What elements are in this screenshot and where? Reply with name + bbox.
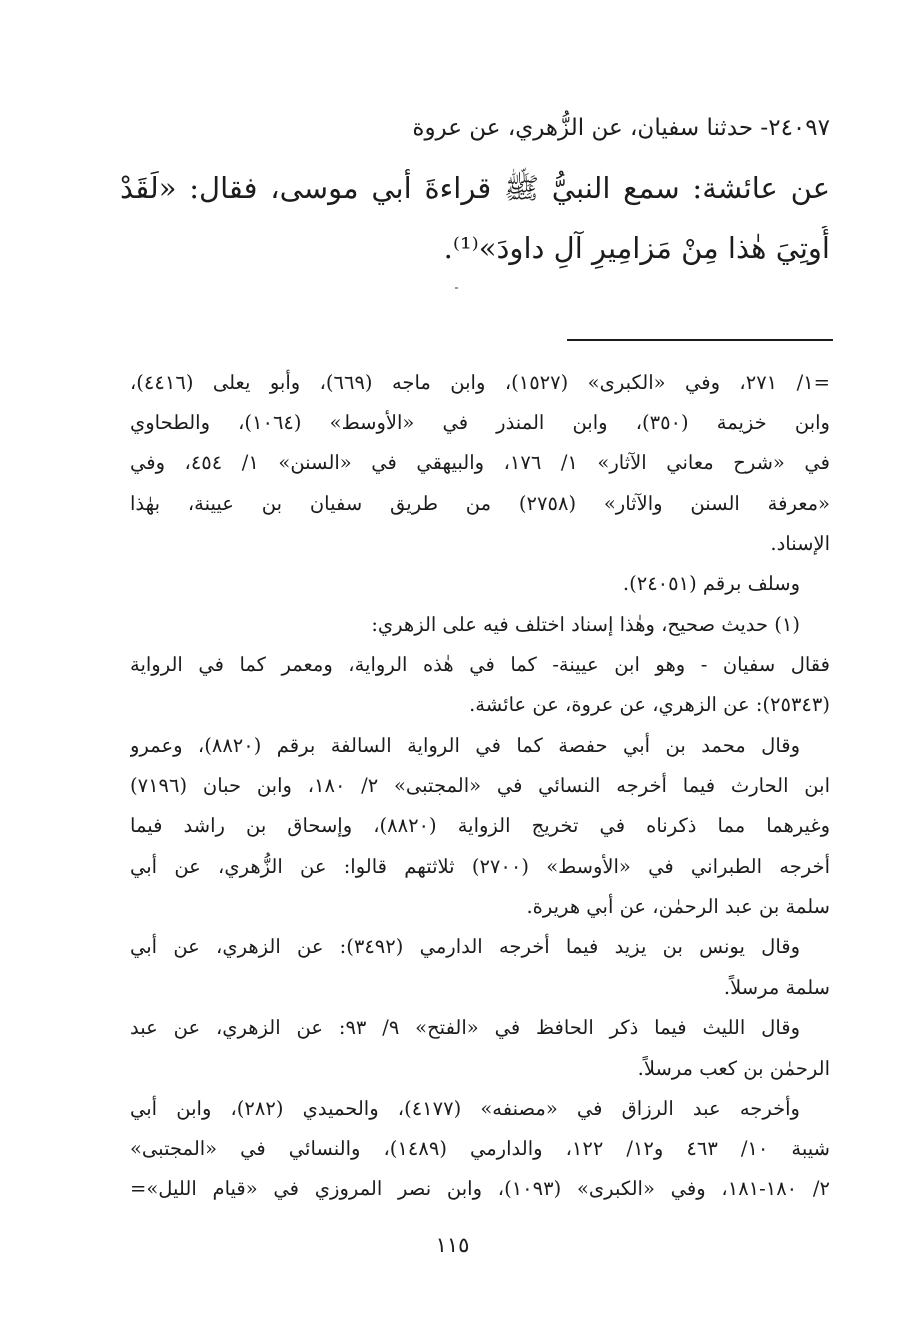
footnote-1-heading: (١) حديث صحيح، وهٰذا إسناد اختلف فيه على الزهري: <box>371 613 800 636</box>
hadith-body-line-2: أُوتِيَ هٰذا مِنْ مَزامِيرِ آلِ داودَ»⁽¹⁾. <box>443 231 830 265</box>
footnote-line: الرحمٰن بن كعب مرسلاً. <box>637 1057 830 1080</box>
footnote-line: الإسناد. <box>770 532 830 555</box>
footnote-line: وأخرجه عبد الرزاق في «مصنفه» (٤١٧٧)، والحميدي (٢٨٢)، وابن أبي <box>130 1097 800 1120</box>
footnote-line: وقال محمد بن أبي حفصة كما في الرواية السالفة برقم (٨٨٢٠)، وعمرو <box>130 734 800 757</box>
footnote-line: (٢٥٣٤٣): عن الزهري، عن عروة، عن عائشة. <box>469 693 830 716</box>
footnote-line: في «شرح معاني الآثار» ١/ ١٧٦، والبيهقي في «السنن» ١/ ٤٥٤، وفي <box>130 451 830 474</box>
footnote-salaf-line: وسلف برقم (٢٤٠٥١). <box>622 572 800 595</box>
footnote-line: شيبة ١٠/ ٤٦٣ و١٢/ ١٢٢، والدارمي (١٤٨٩)، والنسائي في «المجتبى» <box>130 1137 830 1160</box>
footnote-line: =١/ ٢٧١، وفي «الكبرى» (١٥٢٧)، وابن ماجه (٦٦٩)، وأبو يعلى (٤٤١٦)، <box>130 371 830 394</box>
footnote-line: سلمة بن عبد الرحمٰن، عن أبي هريرة. <box>526 895 830 918</box>
footnote-line: سلمة مرسلاً. <box>723 976 830 999</box>
footnote-line: ابن الحارث فيما أخرجه النسائي في «المجتبى» ٢/ ١٨٠، وابن حبان (٧١٩٦) <box>130 774 830 797</box>
footnote-line: وقال يونس بن يزيد فيما أخرجه الدارمي (٣٤٩٢): عن الزهري، عن أبي <box>130 935 800 958</box>
footnote-line: ٢/ ١٨٠-١٨١، وفي «الكبرى» (١٠٩٣)، وابن نصر المروزي في «قيام الليل»= <box>130 1177 830 1200</box>
footnote-line: وقال الليث فيما ذكر الحافظ في «الفتح» ٩/ ٩٣: عن الزهري، عن عبد <box>130 1016 800 1039</box>
page-number: ١١٥ <box>435 1233 470 1257</box>
scan-speck <box>455 287 458 289</box>
footnote-line: فقال سفيان - وهو ابن عيينة- كما في هٰذه الرواية، ومعمر كما في الرواية <box>130 653 830 676</box>
footnote-separator <box>567 339 833 341</box>
footnote-line: وابن خزيمة (٣٥٠)، وابن المنذر في «الأوسط» (١٠٦٤)، والطحاوي <box>130 411 830 434</box>
footnote-line: أخرجه الطبراني في «الأوسط» (٢٧٠٠) ثلاثتهم قالوا: عن الزُّهري، عن أبي <box>130 855 830 878</box>
footnote-line: «معرفة السنن والآثار» (٢٧٥٨) من طريق سفيان بن عيينة، بهٰذا <box>130 492 830 515</box>
footnote-line: وغيرهما مما ذكرناه في تخريج الزواية (٨٨٢٠)، وإسحاق بن راشد فيما <box>130 814 830 837</box>
hadith-header: ٢٤٠٩٧- حدثنا سفيان، عن الزُّهري، عن عروة <box>412 115 830 141</box>
hadith-body-line-1: عن عائشة: سمع النبيُّ ﷺ قراءةَ أبي موسى، فقال: «لَقَدْ <box>120 171 830 205</box>
